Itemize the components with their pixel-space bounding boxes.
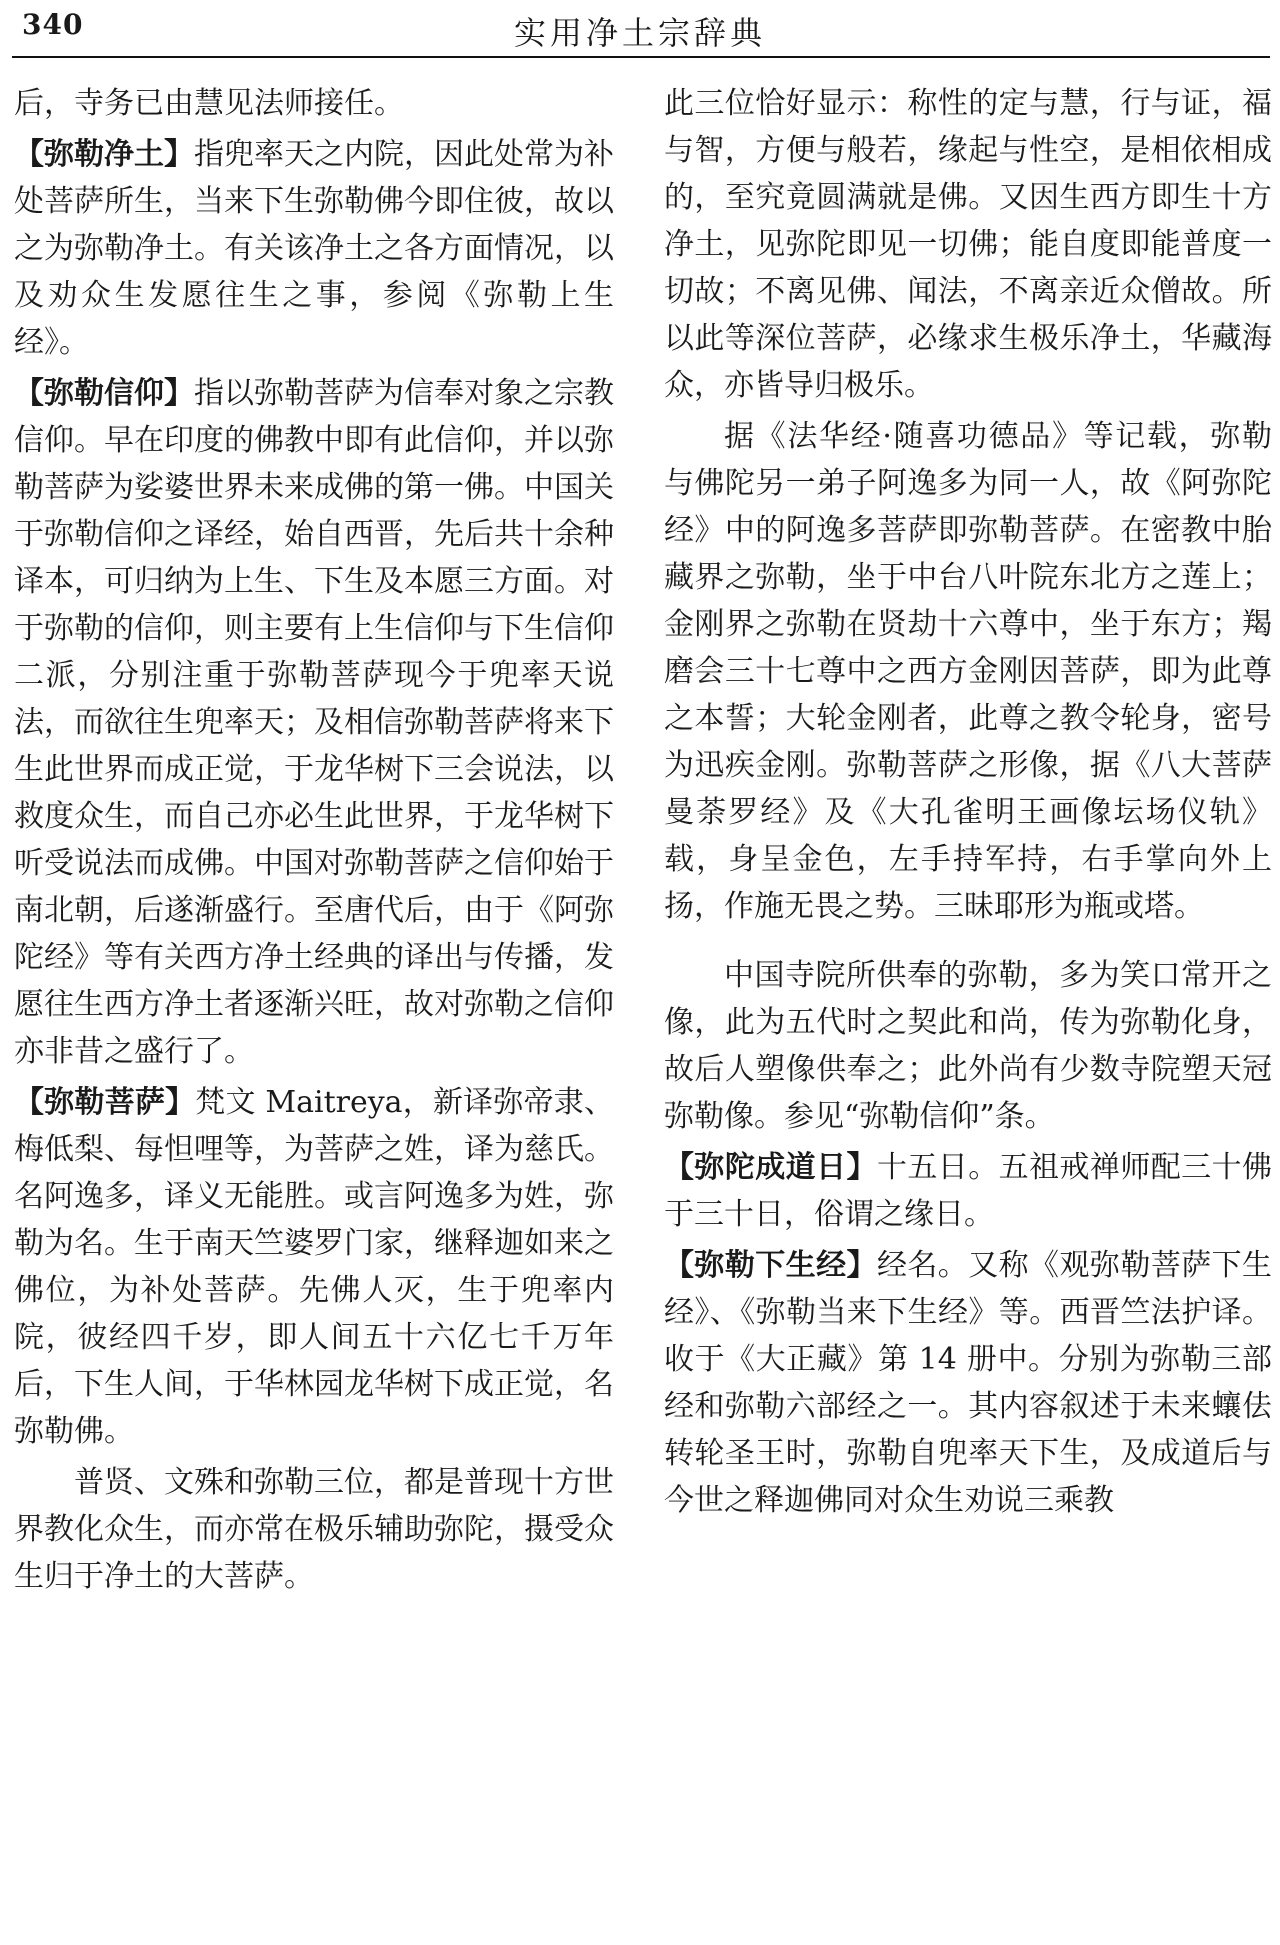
entry-text: 十五日。五祖戒禅师配三十佛于三十日，俗谓之缘日。: [664, 1150, 1273, 1232]
entry-text: 据《法华经·随喜功德品》等记载，弥勒与佛陀另一弟子阿逸多为同一人，故《阿弥陀经》中的阿逸多菩萨即弥勒菩萨。在密教中胎藏界之弥勒，坐于中台八叶院东北方之莲上；金刚界之弥勒在贤劫十六尊中，坐于东方；羯磨会三十七尊中之西方金刚因菩萨，即为此尊之本誓；大轮金刚者，此尊之教令轮身，密号为迅疾金刚。弥勒菩萨之形像，据《八大菩萨曼荼罗经》及《大孔雀明王画像坛场仪轨》载，身呈金色，左手持军持，右手掌向外上扬，作施无畏之势。三昧耶形为瓶或塔。: [664, 419, 1272, 924]
entry-paragraph: [664, 1242, 1272, 1524]
entry-term: 【弥勒净土】: [14, 137, 194, 172]
entry-paragraph: [664, 952, 1272, 1140]
entry-paragraph: [664, 80, 1272, 409]
header-rule: [12, 56, 1270, 58]
left-column: [14, 80, 614, 1600]
entry-paragraph: [14, 1079, 614, 1455]
entry-text: 中国寺院所供奉的弥勒，多为笑口常开之像，此为五代时之契此和尚，传为弥勒化身，故后人塑像供奉之；此外尚有少数寺院塑天冠弥勒像。参见“弥勒信仰”条。: [664, 958, 1272, 1134]
page-header: [0, 0, 1280, 60]
right-column: [664, 80, 1272, 1524]
entry-paragraph: [14, 80, 614, 127]
entry-paragraph: [14, 1459, 614, 1600]
entry-term: 【弥陀成道日】: [664, 1150, 877, 1185]
entry-text: 指以弥勒菩萨为信奉对象之宗教信仰。早在印度的佛教中即有此信仰，并以弥勒菩萨为娑婆世界未来成佛的第一佛。中国关于弥勒信仰之译经，始自西晋，先后共十余种译本，可归纳为上生、下生及本愿三方面。对于弥勒的信仰，则主要有上生信仰与下生信仰二派，分别注重于弥勒菩萨现今于兜率天说法，而欲往生兜率天；及相信弥勒菩萨将来下生此世界而成正觉，于龙华树下三会说法，以救度众生，而自己亦必生此世界，于龙华树下听受说法而成佛。中国对弥勒菩萨之信仰始于南北朝，后遂渐盛行。至唐代后，由于《阿弥陀经》等有关西方净土经典的译出与传播，发愿往生西方净土者逐渐兴旺，故对弥勒之信仰亦非昔之盛行了。: [14, 376, 614, 1069]
entry-term: 【弥勒菩萨】: [14, 1085, 196, 1120]
entry-text: 指兜率天之内院，因此处常为补处菩萨所生，当来下生弥勒佛今即住彼，故以之为弥勒净土。有关该净土之各方面情况，以及劝众生发愿往生之事，参阅《弥勒上生经》。: [14, 137, 614, 360]
entry-text: 后，寺务已由慧见法师接任。: [14, 86, 404, 121]
book-title: 实用净土宗辞典: [513, 14, 766, 52]
page-number: 340: [22, 8, 84, 41]
entry-paragraph: [664, 413, 1272, 930]
entry-paragraph: [664, 1144, 1272, 1238]
entry-paragraph: [14, 131, 614, 366]
entry-text: 梵文 Maitreya，新译弥帝隶、梅低梨、每怛哩等，为菩萨之姓，译为慈氏。名阿逸多，译义无能胜。或言阿逸多为姓，弥勒为名。生于南天竺婆罗门家，继释迦如来之佛位，为补处菩萨。先佛人灭，生于兜率内院，彼经四千岁，即人间五十六亿七千万年后，下生人间，于华林园龙华树下成正觉，名弥勒佛。: [14, 1085, 615, 1449]
entry-paragraph: [14, 370, 614, 1075]
entry-text: 此三位恰好显示：称性的定与慧，行与证，福与智，方便与般若，缘起与性空，是相依相成的，至究竟圆满就是佛。又因生西方即生十方净土，见弥陀即见一切佛；能自度即能普度一切故；不离见佛、闻法，不离亲近众僧故。所以此等深位菩萨，必缘求生极乐净土，华藏海众，亦皆导归极乐。: [664, 86, 1272, 403]
entry-text: 经名。又称《观弥勒菩萨下生经》、《弥勒当来下生经》等。西晋竺法护译。收于《大正藏》第 14 册中。分别为弥勒三部经和弥勒六部经之一。其内容叙述于未来蠰佉转轮圣王时，弥勒自兜率天下生，及成道后与今世之释迦佛同对众生劝说三乘教: [664, 1248, 1273, 1518]
entry-text: 普贤、文殊和弥勒三位，都是普现十方世界教化众生，而亦常在极乐辅助弥陀，摄受众生归于净土的大菩萨。: [14, 1465, 614, 1594]
entry-term: 【弥勒信仰】: [14, 376, 194, 411]
entry-term: 【弥勒下生经】: [664, 1248, 877, 1283]
